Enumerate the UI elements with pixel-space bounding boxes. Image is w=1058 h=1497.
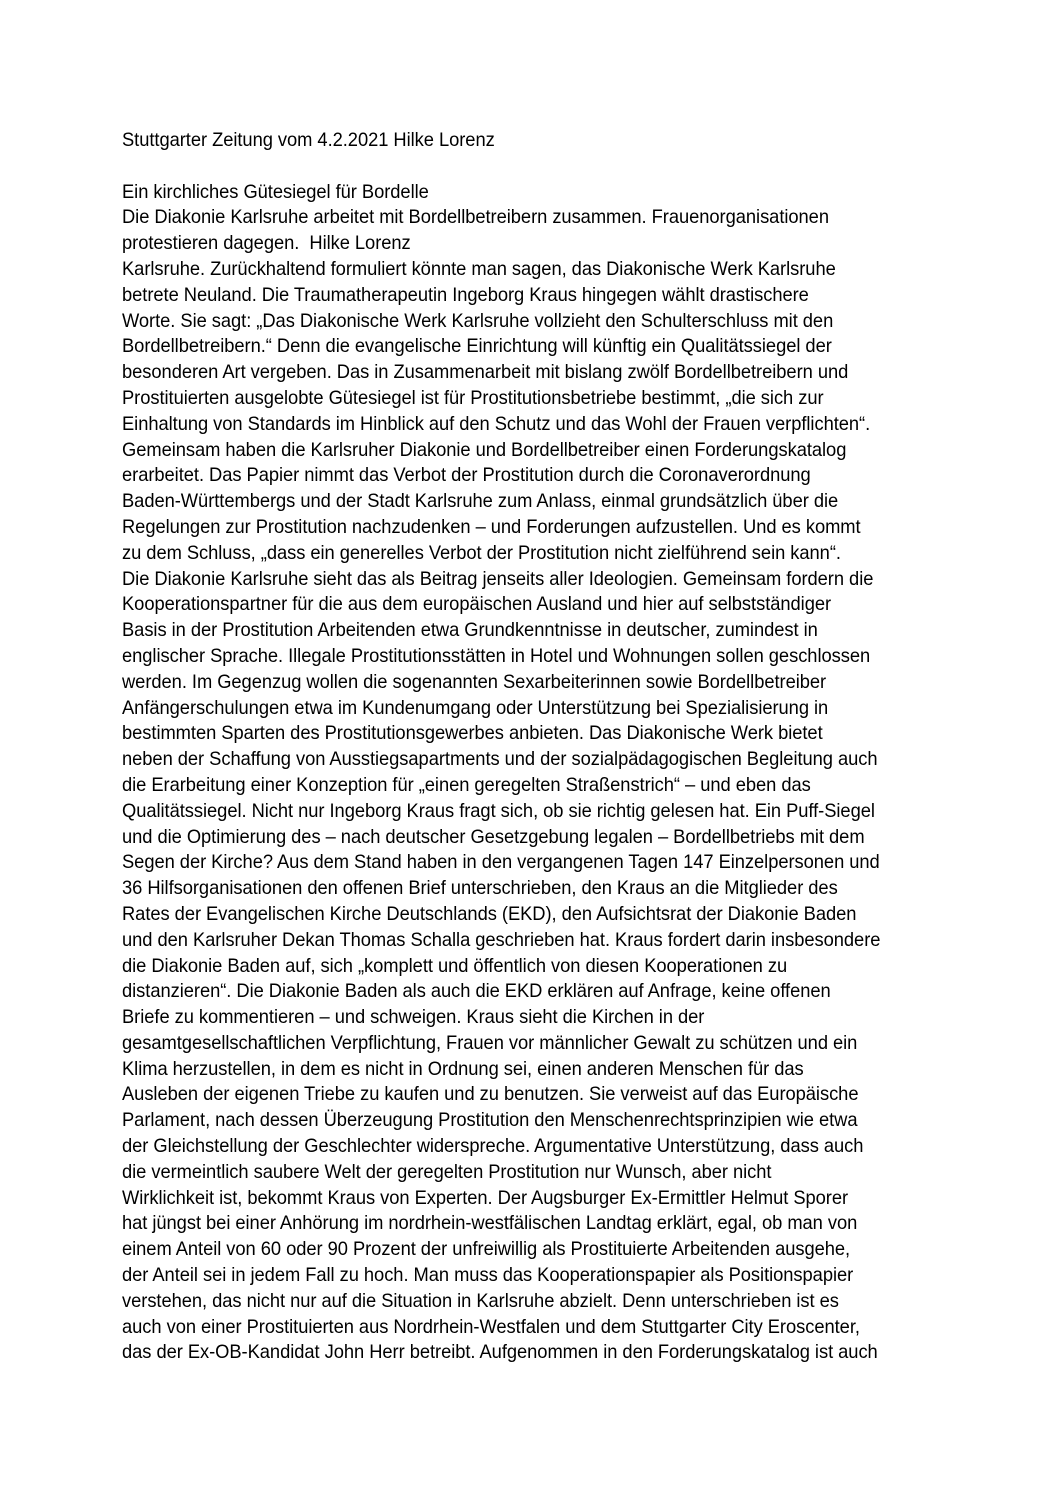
body-line: Kooperationspartner für die aus dem europäischen Ausland und hier auf selbstständiger xyxy=(122,593,832,616)
body-line: Segen der Kirche? Aus dem Stand haben in den vergangenen Tagen 147 Einzelpersonen und xyxy=(122,851,880,874)
body-line: Regelungen zur Prostitution nachzudenken – und Forderungen aufzustellen. Und es kommt xyxy=(122,515,861,538)
body-line: und den Karlsruher Dekan Thomas Schalla geschrieben hat. Kraus fordert darin insbesondere xyxy=(122,928,881,951)
body-line: Baden-Württembergs und der Stadt Karlsruhe zum Anlass, einmal grundsätzlich über die xyxy=(122,490,839,513)
body-line: zu dem Schluss, „dass ein generelles Verbot der Prostitution nicht zielführend sein kann“. xyxy=(122,541,841,564)
body-line: Basis in der Prostitution Arbeitenden etwa Grundkenntnisse in deutscher, zumindest in xyxy=(122,619,818,642)
body-line: verstehen, das nicht nur auf die Situation in Karlsruhe abzielt. Denn unterschrieben ist es xyxy=(122,1289,839,1312)
body-line: Bordellbetreibern.“ Denn die evangelische Einrichtung will künftig ein Qualitätssiegel der xyxy=(122,335,832,358)
body-line: auch von einer Prostituierten aus Nordrhein-Westfalen und dem Stuttgarter City Eroscenter, xyxy=(122,1315,860,1338)
blank-line-1 xyxy=(122,154,895,180)
body-line: die Diakonie Baden auf, sich „komplett und öffentlich von diesen Kooperationen zu xyxy=(122,954,788,977)
standfirst-line-2: protestieren dagegen. Hilke Lorenz xyxy=(122,232,411,255)
body-line: Klima herzustellen, in dem es nicht in Ordnung sei, einen anderen Menschen für das xyxy=(122,1057,804,1080)
body-line: Prostituierten ausgelobte Gütesiegel ist für Prostitutionsbetriebe bestimmt, „die sich zur xyxy=(122,386,824,409)
body-line: werden. Im Gegenzug wollen die sogenannten Sexarbeiterinnen sowie Bordellbetreiber xyxy=(122,670,827,693)
body-line: hat jüngst bei einer Anhörung im nordrhein-westfälischen Landtag erklärt, egal, ob man von xyxy=(122,1212,858,1235)
body-line: neben der Schaffung von Ausstiegsapartments und der sozialpädagogischen Begleitung auch xyxy=(122,748,878,771)
body-line: bestimmten Sparten des Prostitutionsgewerbes anbieten. Das Diakonische Werk bietet xyxy=(122,722,823,745)
body-line: und die Optimierung des – nach deutscher Gesetzgebung legalen – Bordellbetriebs mit dem xyxy=(122,825,865,848)
body-line: Anfängerschulungen etwa im Kundenumgang oder Unterstützung bei Spezialisierung in xyxy=(122,696,829,719)
body-line: Briefe zu kommentieren – und schweigen. Kraus sieht die Kirchen in der xyxy=(122,1006,705,1029)
article-headline: Ein kirchliches Gütesiegel für Bordelle xyxy=(122,180,429,203)
document-text-body xyxy=(122,128,940,1366)
body-line: der Gleichstellung der Geschlechter widerspreche. Argumentative Unterstützung, dass auch xyxy=(122,1135,864,1158)
body-line: distanzieren“. Die Diakonie Baden als auch die EKD erklären auf Anfrage, keine offenen xyxy=(122,980,831,1003)
body-line: Einhaltung von Standards im Hinblick auf den Schutz und das Wohl der Frauen verpflichten“. xyxy=(122,412,871,435)
body-line: das der Ex-OB-Kandidat John Herr betreibt. Aufgenommen in den Forderungskatalog ist auch xyxy=(122,1341,878,1364)
body-line: die Erarbeitung einer Konzeption für „einen geregelten Straßenstrich“ – und eben das xyxy=(122,773,811,796)
body-line: einem Anteil von 60 oder 90 Prozent der unfreiwillig als Prostituierte Arbeitenden ausgehe, xyxy=(122,1238,851,1261)
body-line: besonderen Art vergeben. Das in Zusammenarbeit mit bislang zwölf Bordellbetreibern und xyxy=(122,361,849,384)
body-line: Die Diakonie Karlsruhe sieht das als Beitrag jenseits aller Ideologien. Gemeinsam fordern die xyxy=(122,567,874,590)
body-line: betrete Neuland. Die Traumatherapeutin Ingeborg Kraus hingegen wählt drastischere xyxy=(122,283,809,306)
body-line: Worte. Sie sagt: „Das Diakonische Werk Karlsruhe vollzieht den Schulterschluss mit den xyxy=(122,309,834,332)
body-line: Wirklichkeit ist, bekommt Kraus von Experten. Der Augsburger Ex-Ermittler Helmut Sporer xyxy=(122,1186,849,1209)
standfirst-line-1: Die Diakonie Karlsruhe arbeitet mit Bordellbetreibern zusammen. Frauenorganisationen xyxy=(122,206,829,229)
body-line: gesamtgesellschaftlichen Verpflichtung, Frauen vor männlicher Gewalt zu schützen und ein xyxy=(122,1031,858,1054)
body-line: 36 Hilfsorganisationen den offenen Brief unterschrieben, den Kraus an die Mitglieder des xyxy=(122,877,838,900)
body-line: englischer Sprache. Illegale Prostitutionsstätten in Hotel und Wohnungen sollen geschlossen xyxy=(122,644,871,667)
body-line: Gemeinsam haben die Karlsruher Diakonie und Bordellbetreiber einen Forderungskatalog xyxy=(122,438,847,461)
body-line: Qualitätssiegel. Nicht nur Ingeborg Kraus fragt sich, ob sie richtig gelesen hat. Ein Puff-Siegel xyxy=(122,799,875,822)
body-line: Rates der Evangelischen Kirche Deutschlands (EKD), den Aufsichtsrat der Diakonie Baden xyxy=(122,902,857,925)
source-attribution-line: Stuttgarter Zeitung vom 4.2.2021 Hilke Lorenz xyxy=(122,129,495,151)
body-line: die vermeintlich saubere Welt der geregelten Prostitution nur Wunsch, aber nicht xyxy=(122,1160,772,1183)
body-line: Karlsruhe. Zurückhaltend formuliert könnte man sagen, das Diakonische Werk Karlsruhe xyxy=(122,257,836,280)
body-line: der Anteil sei in jedem Fall zu hoch. Man muss das Kooperationspapier als Positionspapier xyxy=(122,1264,854,1287)
body-line: erarbeitet. Das Papier nimmt das Verbot der Prostitution durch die Coronaverordnung xyxy=(122,464,811,487)
body-line: Parlament, nach dessen Überzeugung Prostitution den Menschenrechtsprinzipien wie etwa xyxy=(122,1109,858,1132)
body-line: Ausleben der eigenen Triebe zu kaufen und zu benutzen. Sie verweist auf das Europäische xyxy=(122,1083,859,1106)
